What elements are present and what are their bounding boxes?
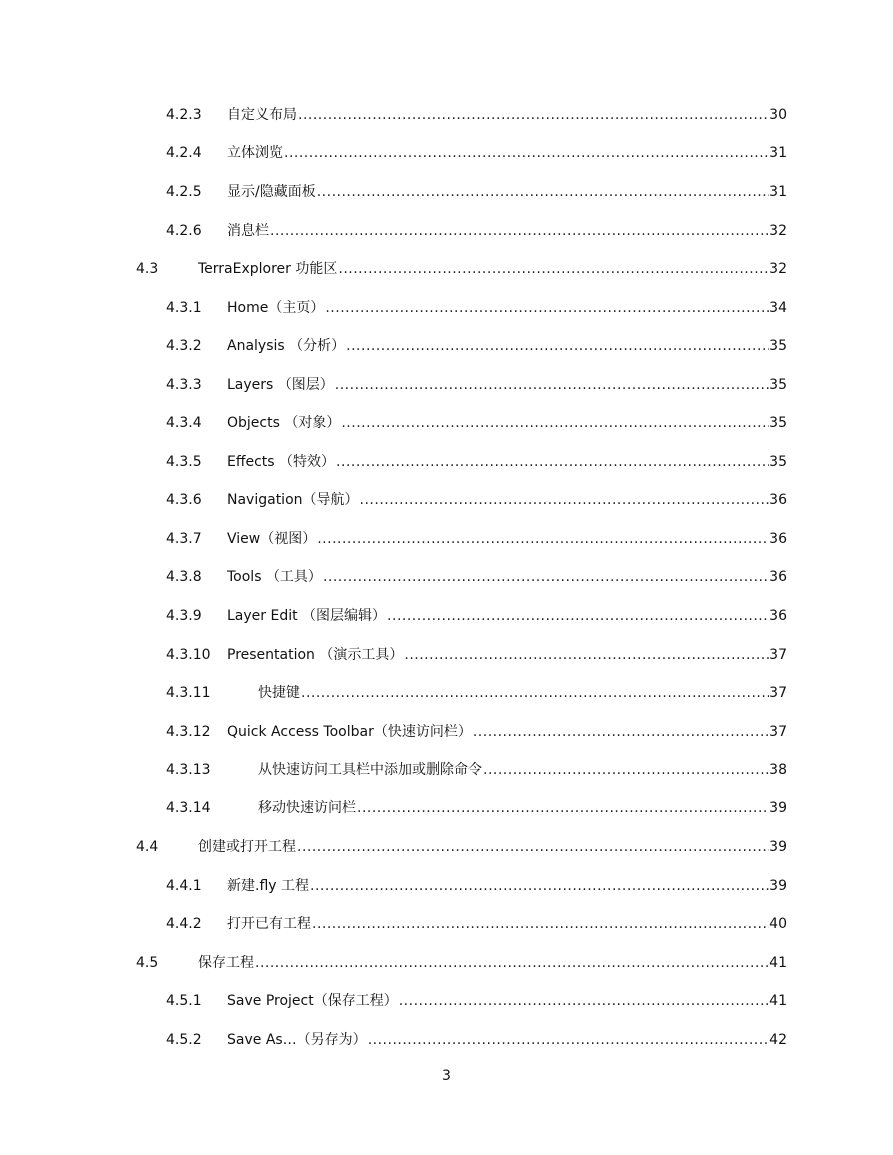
toc-entry-title: 显示/隐藏面板 [227,184,316,200]
toc-leader-dots [337,258,769,280]
toc-entry-title: Navigation（导航） [227,492,359,508]
toc-entry-page: 32 [769,261,787,277]
toc-entry[interactable] [166,220,787,242]
toc-leader-dots [367,1029,769,1051]
toc-entry-title: Tools （工具） [227,569,322,585]
toc-entry[interactable] [166,181,787,203]
toc-entry-title: Layers （图层） [227,377,334,393]
toc-entry-number: 4.3.8 [166,569,202,585]
toc-entry-page: 35 [769,415,787,431]
toc-entry-page: 35 [769,454,787,470]
toc-entry-number: 4.4.2 [166,916,202,932]
toc-entry-page: 32 [769,223,787,239]
toc-entry-title: 消息栏 [227,223,269,239]
toc-entry[interactable] [166,605,787,627]
toc-entry-title: 快捷键 [258,685,300,701]
toc-leader-dots [296,836,769,858]
toc-leader-dots [300,682,769,704]
toc-entry-number: 4.3.14 [166,800,211,816]
toc-entry-page: 39 [769,878,787,894]
toc-entry-page: 39 [769,800,787,816]
toc-entry-page: 42 [769,1032,787,1048]
toc-entry-page: 35 [769,338,787,354]
toc-entry-title: 立体浏览 [227,145,283,161]
toc-entry-title: 新建.fly 工程 [227,878,310,894]
toc-entry[interactable] [166,644,787,666]
toc-leader-dots [356,797,769,819]
toc-entry-page: 31 [769,145,787,161]
toc-entry[interactable] [136,952,787,974]
toc-leader-dots [403,644,769,666]
toc-entry[interactable] [166,721,787,743]
toc-entry-page: 34 [769,300,787,316]
toc-entry-number: 4.3.9 [166,608,202,624]
toc-entry-page: 41 [769,993,787,1009]
toc-leader-dots [340,412,769,434]
toc-leader-dots [398,990,769,1012]
toc-entry-page: 40 [769,916,787,932]
toc-entry-number: 4.2.3 [166,107,202,123]
toc-entry-title: Presentation （演示工具） [227,647,404,663]
toc-entry-title: Effects （特效） [227,454,336,470]
toc-entry-number: 4.3.11 [166,685,211,701]
toc-entry[interactable] [166,566,787,588]
toc-leader-dots [283,142,769,164]
toc-entry[interactable] [166,1029,787,1051]
toc-entry[interactable] [166,759,787,781]
toc-leader-dots [472,721,769,743]
toc-entry-page: 36 [769,569,787,585]
toc-entry-page: 31 [769,184,787,200]
toc-entry-number: 4.3 [136,261,159,277]
toc-entry-title: Quick Access Toolbar（快速访问栏） [227,724,472,740]
toc-entry-number: 4.3.7 [166,531,202,547]
toc-entry-number: 4.3.10 [166,647,211,663]
toc-entry[interactable] [166,682,787,704]
toc-entry[interactable] [166,104,787,126]
toc-leader-dots [311,913,769,935]
toc-entry[interactable] [166,335,787,357]
toc-entry[interactable] [166,528,787,550]
toc-entry-page: 37 [769,647,787,663]
toc-entry[interactable] [166,297,787,319]
toc-entry-page: 30 [769,107,787,123]
toc-entry-title: 从快速访问工具栏中添加或删除命令 [258,762,482,778]
toc-entry-number: 4.5 [136,955,159,971]
toc-leader-dots [334,374,769,396]
toc-entry-number: 4.3.2 [166,338,202,354]
toc-leader-dots [482,759,769,781]
toc-entry-number: 4.3.6 [166,492,202,508]
toc-entry-number: 4.4 [136,839,159,855]
toc-entry[interactable] [166,142,787,164]
toc-entry-title: Save As…（另存为） [227,1032,367,1048]
toc-entry-page: 41 [769,955,787,971]
toc-entry-title: 移动快速访问栏 [258,800,356,816]
toc-entry-number: 4.2.5 [166,184,202,200]
toc-entry-page: 36 [769,492,787,508]
toc-leader-dots [316,528,769,550]
toc-entry[interactable] [166,489,787,511]
toc-entry-number: 4.3.5 [166,454,202,470]
toc-entry-page: 37 [769,685,787,701]
toc-leader-dots [309,875,769,897]
toc-entry-title: 保存工程 [198,955,254,971]
toc-entry-number: 4.5.2 [166,1032,202,1048]
toc-entry-title: View（视图） [227,531,317,547]
toc-entry-number: 4.5.1 [166,993,202,1009]
toc-entry[interactable] [166,990,787,1012]
toc-entry-number: 4.3.4 [166,415,202,431]
toc-entry-page: 38 [769,762,787,778]
toc-leader-dots [316,181,769,203]
toc-entry-title: Home（主页） [227,300,325,316]
toc-entry[interactable] [166,875,787,897]
toc-leader-dots [324,297,769,319]
toc-entry-title: Save Project（保存工程） [227,993,398,1009]
toc-entry-number: 4.3.3 [166,377,202,393]
toc-entry-page: 37 [769,724,787,740]
toc-entry[interactable] [166,374,787,396]
toc-leader-dots [386,605,769,627]
toc-entry-page: 36 [769,608,787,624]
toc-leader-dots [345,335,769,357]
toc-entry[interactable] [166,412,787,434]
toc-entry[interactable] [166,913,787,935]
toc-entry-page: 39 [769,839,787,855]
toc-entry-title: Objects （对象） [227,415,341,431]
toc-leader-dots [269,220,769,242]
toc-entry-number: 4.3.13 [166,762,211,778]
toc-entry[interactable] [166,451,787,473]
toc-entry-number: 4.2.6 [166,223,202,239]
toc-leader-dots [359,489,770,511]
toc-leader-dots [254,952,769,974]
toc-entry-page: 35 [769,377,787,393]
toc-entry[interactable] [136,258,787,280]
toc-entry-title: 自定义布局 [227,107,297,123]
toc-entry-title: TerraExplorer 功能区 [198,261,338,277]
toc-entry-title: 创建或打开工程 [198,839,296,855]
toc-entry-title: Layer Edit （图层编辑） [227,608,387,624]
toc-leader-dots [297,104,769,126]
toc-entry-number: 4.3.12 [166,724,211,740]
toc-entry-number: 4.4.1 [166,878,202,894]
toc-entry-page: 36 [769,531,787,547]
toc-entry-title: Analysis （分析） [227,338,346,354]
toc-entry-number: 4.2.4 [166,145,202,161]
page-number: 3 [442,1068,451,1084]
toc-leader-dots [322,566,769,588]
toc-leader-dots [335,451,769,473]
toc-entry[interactable] [136,836,787,858]
toc-entry-title: 打开已有工程 [227,916,311,932]
toc-entry-number: 4.3.1 [166,300,202,316]
toc-entry[interactable] [166,797,787,819]
